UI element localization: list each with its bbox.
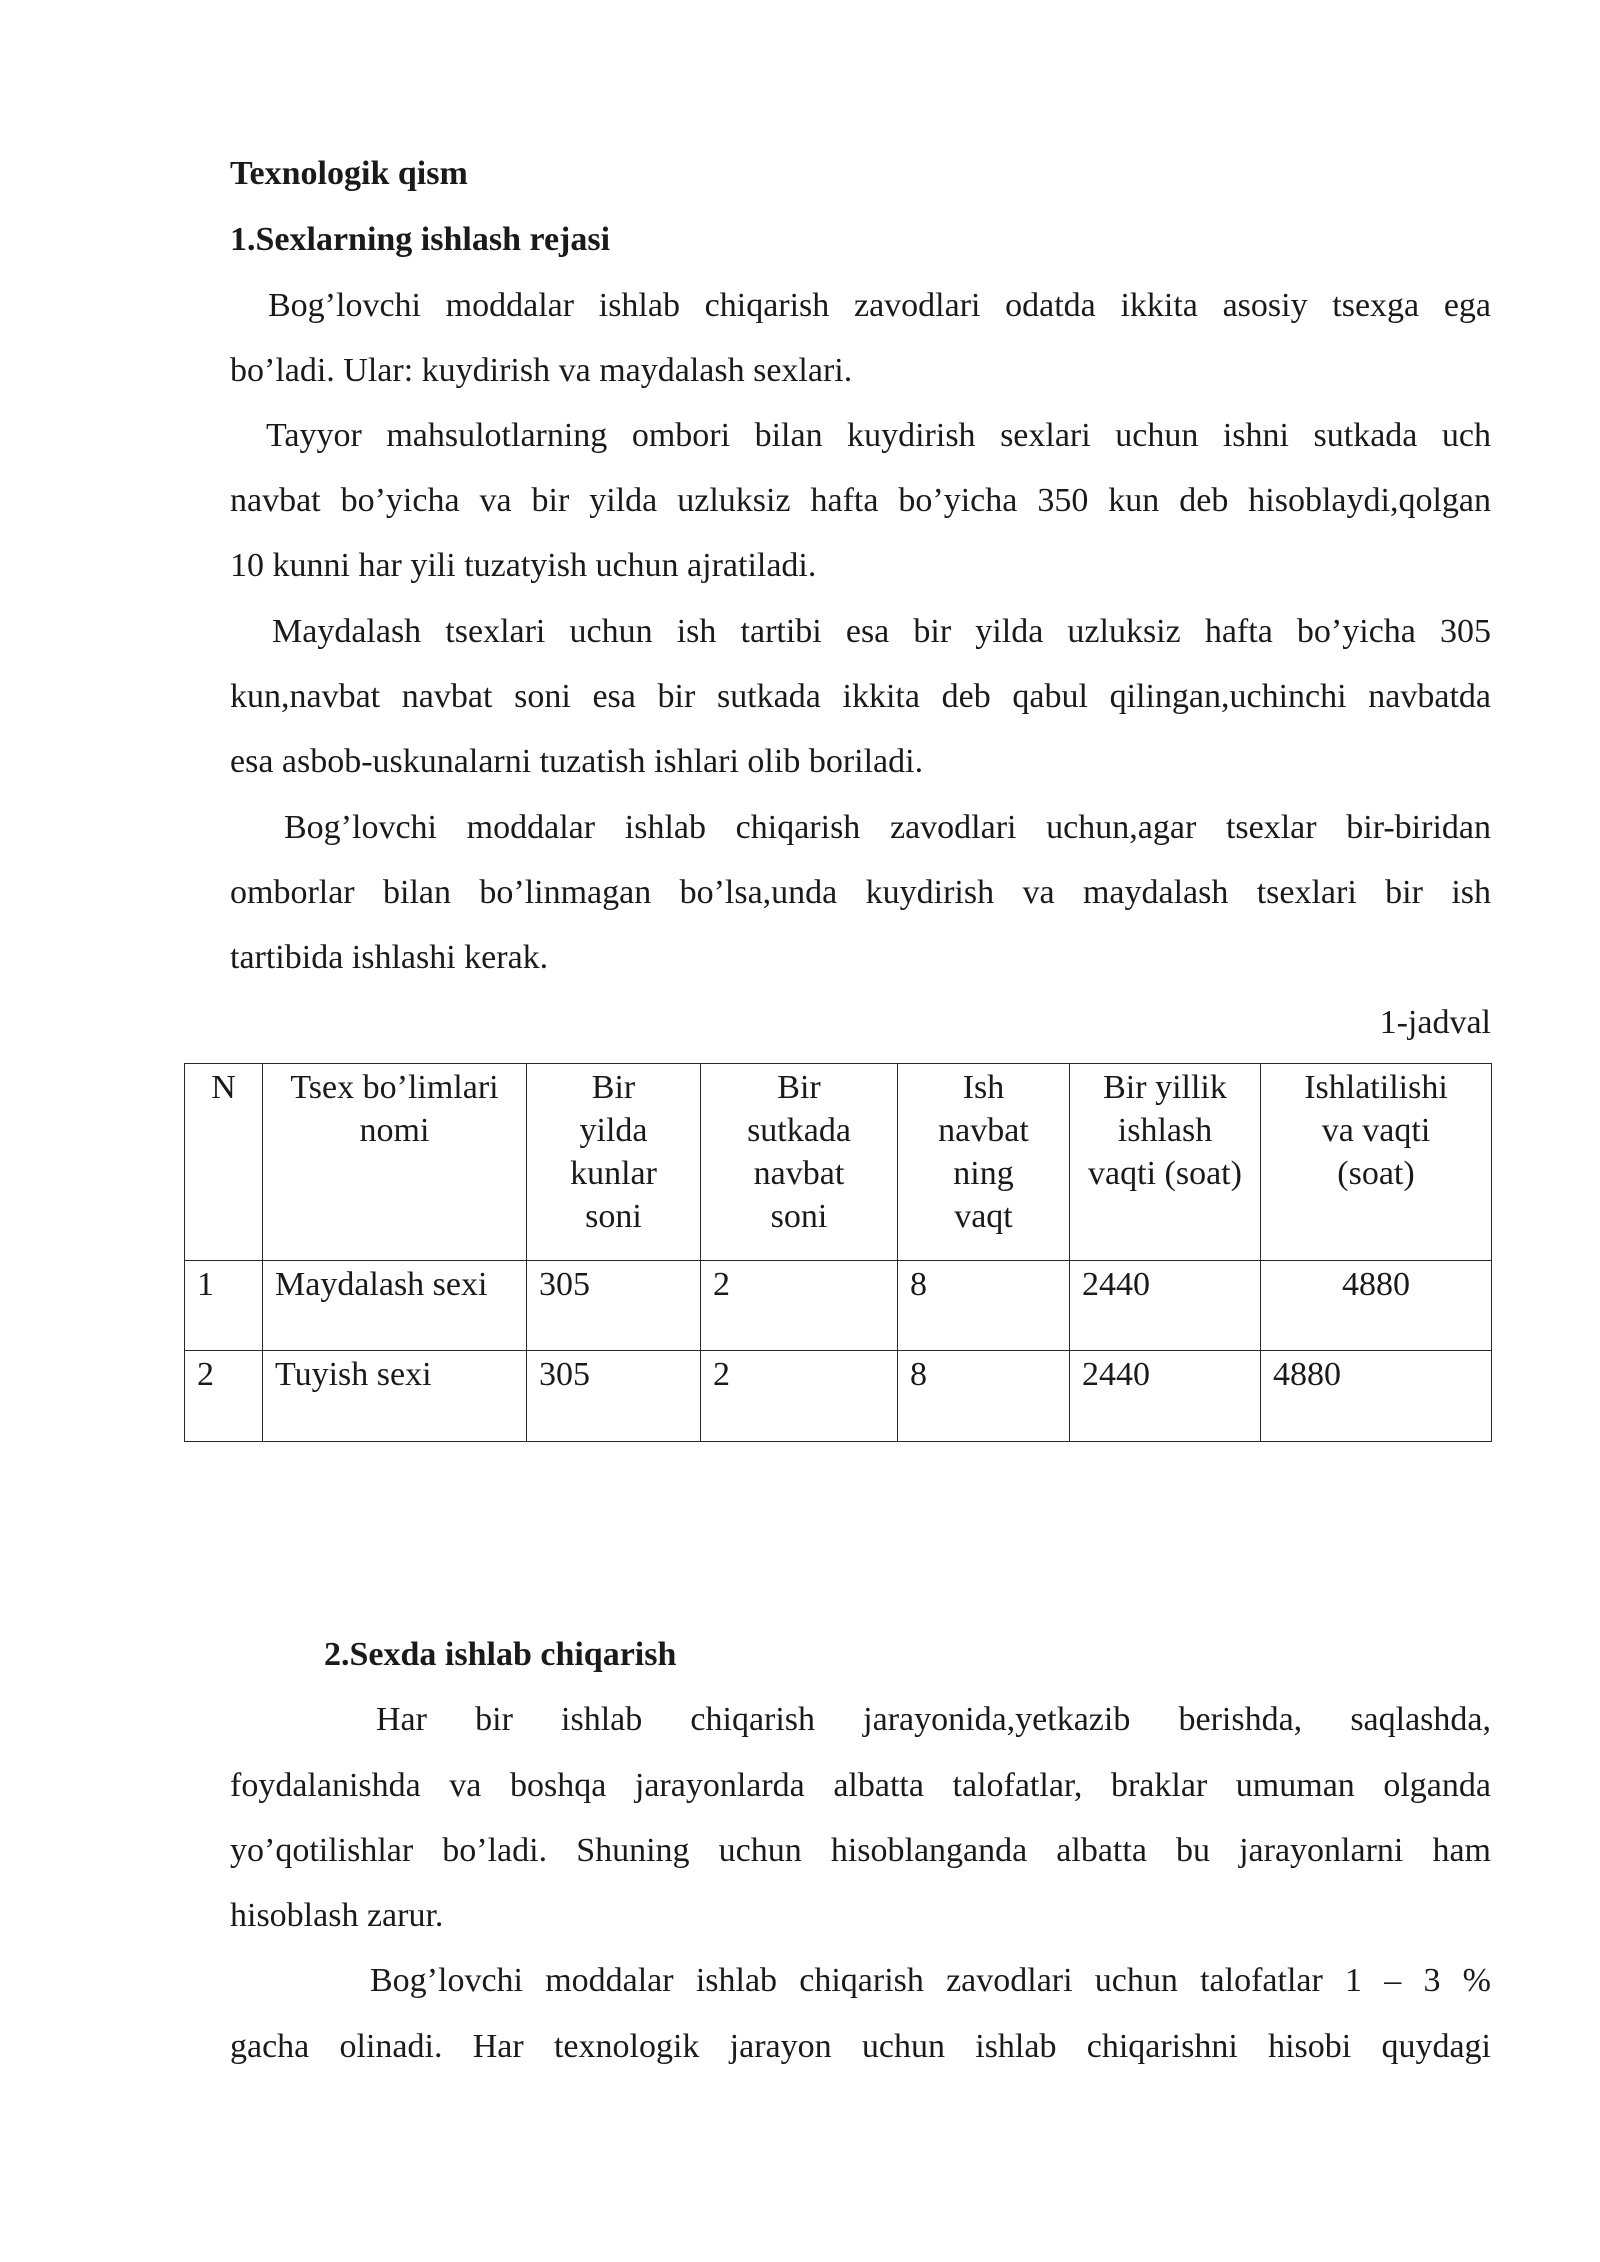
paragraph-line: Bog’lovchi moddalar ishlab chiqarish zavodlari uchun,agar tsexlar bir-biridan xyxy=(284,809,1491,846)
table-cell: 2 xyxy=(701,1351,898,1442)
paragraph-line: bo’ladi. Ular: kuydirish va maydalash sexlari. xyxy=(230,352,853,389)
paragraph-line: tartibida ishlashi kerak. xyxy=(230,939,549,976)
paragraph-line: Tayyor mahsulotlarning ombori bilan kuydirish sexlari uchun ishni sutkada uch xyxy=(266,417,1491,454)
paragraph-line: gacha olinadi. Har texnologik jarayon uchun ishlab chiqarishni hisobi quydagi xyxy=(230,2028,1491,2065)
table-header-cell: Bir yilda kunlar soni xyxy=(527,1064,701,1261)
table-header-cell: Ishlatilishi va vaqti (soat) xyxy=(1261,1064,1492,1261)
paragraph-line: kun,navbat navbat soni esa bir sutkada ikkita deb qabul qilingan,uchinchi navbatda xyxy=(230,678,1491,715)
table-cell: 2 xyxy=(185,1351,263,1442)
table-row xyxy=(185,1261,1492,1351)
page-title: Texnologik qism xyxy=(230,155,468,192)
section-heading-1: 1.Sexlarning ishlash rejasi xyxy=(230,221,611,258)
paragraph-line: Har bir ishlab chiqarish jarayonida,yetkazib berishda, saqlashda, xyxy=(376,1701,1491,1738)
table-row xyxy=(185,1351,1492,1442)
table-cell: 4880 xyxy=(1261,1351,1492,1442)
table-cell: 8 xyxy=(898,1351,1070,1442)
paragraph-line: navbat bo’yicha va bir yilda uzluksiz hafta bo’yicha 350 kun deb hisoblaydi,qolgan xyxy=(230,482,1491,519)
paragraph-line: omborlar bilan bo’linmagan bo’lsa,unda kuydirish va maydalash tsexlari bir ish xyxy=(230,874,1491,911)
table-cell: 305 xyxy=(527,1351,701,1442)
table-header-row xyxy=(185,1064,1492,1261)
table-cell: 2440 xyxy=(1070,1351,1261,1442)
table-caption: 1-jadval xyxy=(1379,1004,1491,1041)
table-cell: 1 xyxy=(185,1261,263,1351)
paragraph-line: Bog’lovchi moddalar ishlab chiqarish zavodlari odatda ikkita asosiy tsexga ega xyxy=(268,287,1491,324)
section-heading-2: 2.Sexda ishlab chiqarish xyxy=(324,1636,677,1673)
table-header-cell: Bir sutkada navbat soni xyxy=(701,1064,898,1261)
paragraph-line: hisoblash zarur. xyxy=(230,1897,444,1934)
paragraph-line: esa asbob-uskunalarni tuzatish ishlari olib boriladi. xyxy=(230,743,924,780)
paragraph-line: Maydalash tsexlari uchun ish tartibi esa bir yilda uzluksiz hafta bo’yicha 305 xyxy=(272,613,1491,650)
table-cell: 8 xyxy=(898,1261,1070,1351)
table-cell: 305 xyxy=(527,1261,701,1351)
paragraph-line: Bog’lovchi moddalar ishlab chiqarish zavodlari uchun talofatlar 1 – 3 % xyxy=(370,1962,1491,1999)
table-cell: Tuyish sexi xyxy=(263,1351,527,1442)
data-table xyxy=(184,1063,1492,1442)
paragraph-line: 10 kunni har yili tuzatyish uchun ajratiladi. xyxy=(230,547,817,584)
table-cell: 2440 xyxy=(1070,1261,1261,1351)
table-cell: 2 xyxy=(701,1261,898,1351)
paragraph-line: yo’qotilishlar bo’ladi. Shuning uchun hisoblanganda albatta bu jarayonlarni ham xyxy=(230,1832,1491,1869)
table-cell: Maydalash sexi xyxy=(263,1261,527,1351)
table-header-cell: Tsex bo’limlari nomi xyxy=(263,1064,527,1261)
table-header-cell: N xyxy=(185,1064,263,1261)
paragraph-line: foydalanishda va boshqa jarayonlarda albatta talofatlar, braklar umuman olganda xyxy=(230,1767,1491,1804)
table-cell: 4880 xyxy=(1261,1261,1492,1351)
table-header-cell: Bir yillik ishlash vaqti (soat) xyxy=(1070,1064,1261,1261)
table-header-cell: Ish navbat ning vaqt xyxy=(898,1064,1070,1261)
